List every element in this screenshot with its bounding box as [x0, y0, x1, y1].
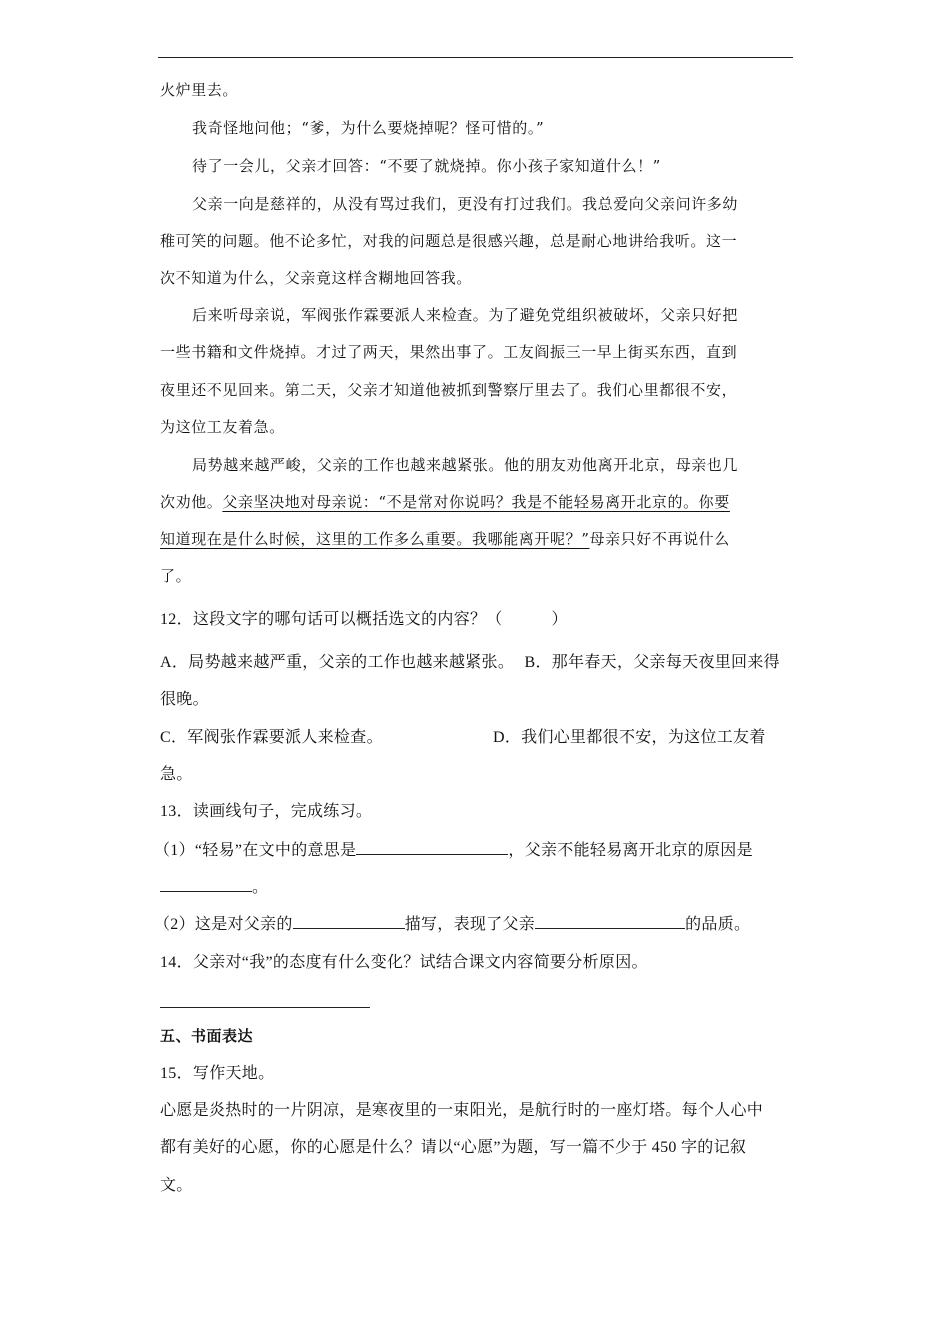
passage-text: 次劝他。 — [160, 493, 223, 511]
option-c[interactable]: C．军阀张作霖要派人来检查。 — [160, 729, 383, 746]
passage-line: 待了一会儿，父亲才回答：“不要了就烧掉。你小孩子家知道什么！” — [192, 157, 661, 175]
option-b[interactable]: B．那年春天，父亲每天夜里回来得 — [524, 654, 780, 671]
passage-text: 母亲只好不再说什么 — [589, 530, 730, 548]
option-b-continued: 很晚。 — [160, 691, 209, 708]
passage-line — [160, 492, 730, 512]
answer-blank[interactable] — [293, 914, 405, 929]
answer-blank[interactable] — [535, 914, 685, 929]
section-heading: 五、书面表达 — [160, 1027, 254, 1045]
question-15-stem: 15．写作天地。 — [160, 1065, 275, 1082]
writing-prompt-line: 心愿是炎热时的一片阴凉，是寒夜里的一束阳光，是航行时的一座灯塔。每个人心中 — [160, 1102, 764, 1119]
answer-line[interactable] — [160, 1007, 370, 1008]
passage-line — [160, 529, 730, 549]
question-text: 的品质。 — [685, 916, 751, 933]
passage-line: 次不知道为什么，父亲竟这样含糊地回答我。 — [160, 269, 473, 287]
question-13-2 — [154, 914, 750, 935]
question-13-1-continued — [160, 877, 268, 898]
question-12-options-row — [160, 653, 780, 673]
underlined-sentence: 父亲坚决地对母亲说：“不是常对你说吗？我是不能轻易离开北京的。你要 — [222, 493, 730, 511]
question-text: 描写，表现了父亲 — [404, 916, 536, 933]
answer-blank[interactable] — [356, 840, 508, 855]
underlined-sentence: 知道现在是什么时候，这里的工作多么重要。我哪能离开呢？” — [160, 530, 590, 548]
question-text: 。 — [252, 879, 269, 896]
writing-prompt-line: 都有美好的心愿，你的心愿是什么？请以“心愿”为题，写一篇不少于 450 字的记叙 — [160, 1139, 747, 1156]
passage-line: 局势越来越严峻，父亲的工作也越来越紧张。他的朋友劝他离开北京，母亲也几 — [192, 456, 739, 474]
passage-line: 火炉里去。 — [160, 81, 239, 99]
option-d-continued: 急。 — [160, 766, 193, 783]
option-d[interactable]: D．我们心里都很不安，为这位工友着 — [493, 729, 766, 746]
writing-prompt-line: 文。 — [160, 1177, 193, 1194]
header-rule — [158, 57, 793, 58]
passage-line: 夜里还不见回来。第二天，父亲才知道他被抓到警察厅里去了。我们心里都很不安， — [160, 381, 738, 399]
passage-line: 一些书籍和文件烧掉。才过了两天，果然出事了。工友阎振三一早上街买东西，直到 — [160, 343, 738, 361]
question-text: （1）“轻易”在文中的意思是 — [154, 842, 357, 859]
option-a[interactable]: A．局势越来越严重，父亲的工作也越来越紧张。 — [160, 654, 515, 671]
passage-line: 我奇怪地问他；“爹，为什么要烧掉呢？怪可惜的。” — [192, 119, 545, 137]
passage-line: 稚可笑的问题。他不论多忙，对我的问题总是很感兴趣，总是耐心地讲给我听。这一 — [160, 232, 738, 250]
question-13-stem: 13．读画线句子，完成练习。 — [160, 803, 373, 820]
question-text: （2）这是对父亲的 — [154, 916, 293, 933]
question-12-stem: 12．这段文字的哪句话可以概括选文的内容？（ ） — [160, 611, 568, 628]
passage-line: 后来听母亲说，军阀张作霖要派人来检查。为了避免党组织被破坏，父亲只好把 — [192, 306, 739, 324]
question-13-1 — [154, 840, 753, 861]
answer-blank[interactable] — [160, 877, 252, 892]
question-text: ，父亲不能轻易离开北京的原因是 — [508, 842, 753, 859]
question-14-stem: 14．父亲对“我”的态度有什么变化？试结合课文内容简要分析原因。 — [160, 954, 648, 971]
passage-line: 父亲一向是慈祥的，从没有骂过我们，更没有打过我们。我总爱向父亲问许多幼 — [192, 195, 739, 213]
passage-line: 了。 — [160, 567, 192, 585]
passage-line: 为这位工友着急。 — [160, 418, 285, 436]
